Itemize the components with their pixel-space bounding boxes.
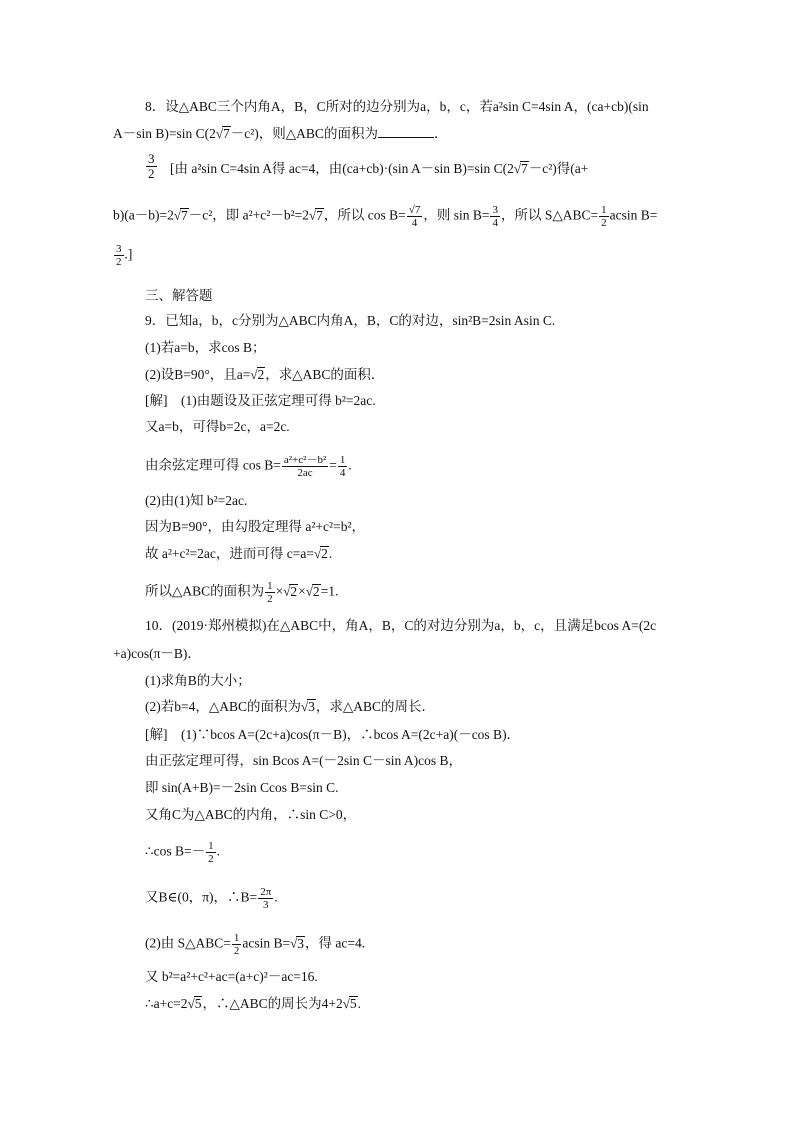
q10-solution-line8: 又 b²=a²+c²+ac=(a+c)²－ac=16. xyxy=(145,969,318,984)
q10-solution-line2: 由正弦定理可得，sin Bcos A=(－2sin C－sin A)cos B， xyxy=(145,753,463,768)
q10-solution-line9: ∴a+c=2√5，∴△ABC的周长为4+2√5. xyxy=(145,996,361,1011)
q9-solution-line5: 因为B=90°，由勾股定理得 a²+c²=b²， xyxy=(145,519,365,534)
q8-answer: $\frac{3}{2}$ xyxy=(148,151,155,181)
q8-solution-line1: [由 a²sin C=4sin A得 ac=4，由(ca+cb)·(sin A－sin B)=sin C(2√7－c²)得(a+ xyxy=(170,161,589,176)
q10-solution-line6: 又B∈(0，π)，∴B= $\frac{2\pi}{3}$ . xyxy=(145,886,278,911)
q10-solution-line1: [解] (1)∵bcos A=(2c+a)cos(π－B)，∴bcos A=(2c+a)(－cos B)． xyxy=(145,727,521,742)
q9-solution-line6: 故 a²+c²=2ac，进而可得 c=a=√2. xyxy=(145,546,333,561)
q10-solution-line3: 即 sin(A+B)=－2sin Ccos B=sin C. xyxy=(145,780,339,795)
q8-solution-line3: $\frac{3}{2}$ .] xyxy=(116,243,133,268)
q9-stem: 9．已知a，b，c分别为△ABC内角A，B，C的对边，sin²B=2sin Asin C. xyxy=(145,313,556,328)
q10-stem-line2: +a)cos(π－B)． xyxy=(113,646,201,661)
q8-stem-line1: 8．设△ABC三个内角A，B，C所对的边分别为a，b，c，若a²sin C=4sin A，(ca+cb)(sin xyxy=(145,99,649,114)
q8-solution-line2: b)(a－b)=2√7－c²，即 a²+c²－b²=2√7，所以 cos B= $\frac{√7}{4}$ ，则 sin B= $\frac{3}{4}$ ，所以 S△ABC= $\frac{1}{2}$ acsin B= xyxy=(113,204,658,229)
q10-part1: (1)求角B的大小； xyxy=(145,673,251,688)
q10-solution-line5: ∴cos B=－ $\frac{1}{2}$ . xyxy=(145,840,220,865)
q9-part2: (2)设B=90°，且a=√2，求△ABC的面积． xyxy=(145,367,385,382)
q10-stem-line1: 10．(2019·郑州模拟)在△ABC中，角A，B，C的对边分别为a，b，c，且满足bcos A=(2c xyxy=(145,618,657,633)
q9-solution-line4: (2)由(1)知 b²=2ac. xyxy=(145,493,248,508)
q10-part2: (2)若b=4，△ABC的面积为√3，求△ABC的周长． xyxy=(145,699,436,714)
q9-solution-line1: [解] (1)由题设及正弦定理可得 b²=2ac. xyxy=(145,393,376,408)
q10-solution-line4: 又角C为△ABC的内角，∴sin C>0， xyxy=(145,807,357,822)
answer-blank xyxy=(378,125,434,138)
q8-stem-line2: A－sin B)=sin C(2√7－c²)，则△ABC的面积为 ． xyxy=(113,126,448,141)
q10-solution-line7: (2)由 S△ABC= $\frac{1}{2}$ acsin B=√3，得 ac=4. xyxy=(145,932,366,957)
q9-solution-line7: 所以△ABC的面积为 $\frac{1}{2}$ ×√2×√2=1. xyxy=(145,580,339,605)
section-heading: 三、解答题 xyxy=(145,288,213,303)
q9-solution-line2: 又a=b，可得b=2c，a=2c. xyxy=(145,419,290,434)
q9-solution-line3: 由余弦定理可得 cos B= $\frac{\text{a²+c²－b²}}{2ac}$ = $\frac{1}{4}$ . xyxy=(145,454,352,479)
q9-part1: (1)若a=b，求cos B； xyxy=(145,340,266,355)
